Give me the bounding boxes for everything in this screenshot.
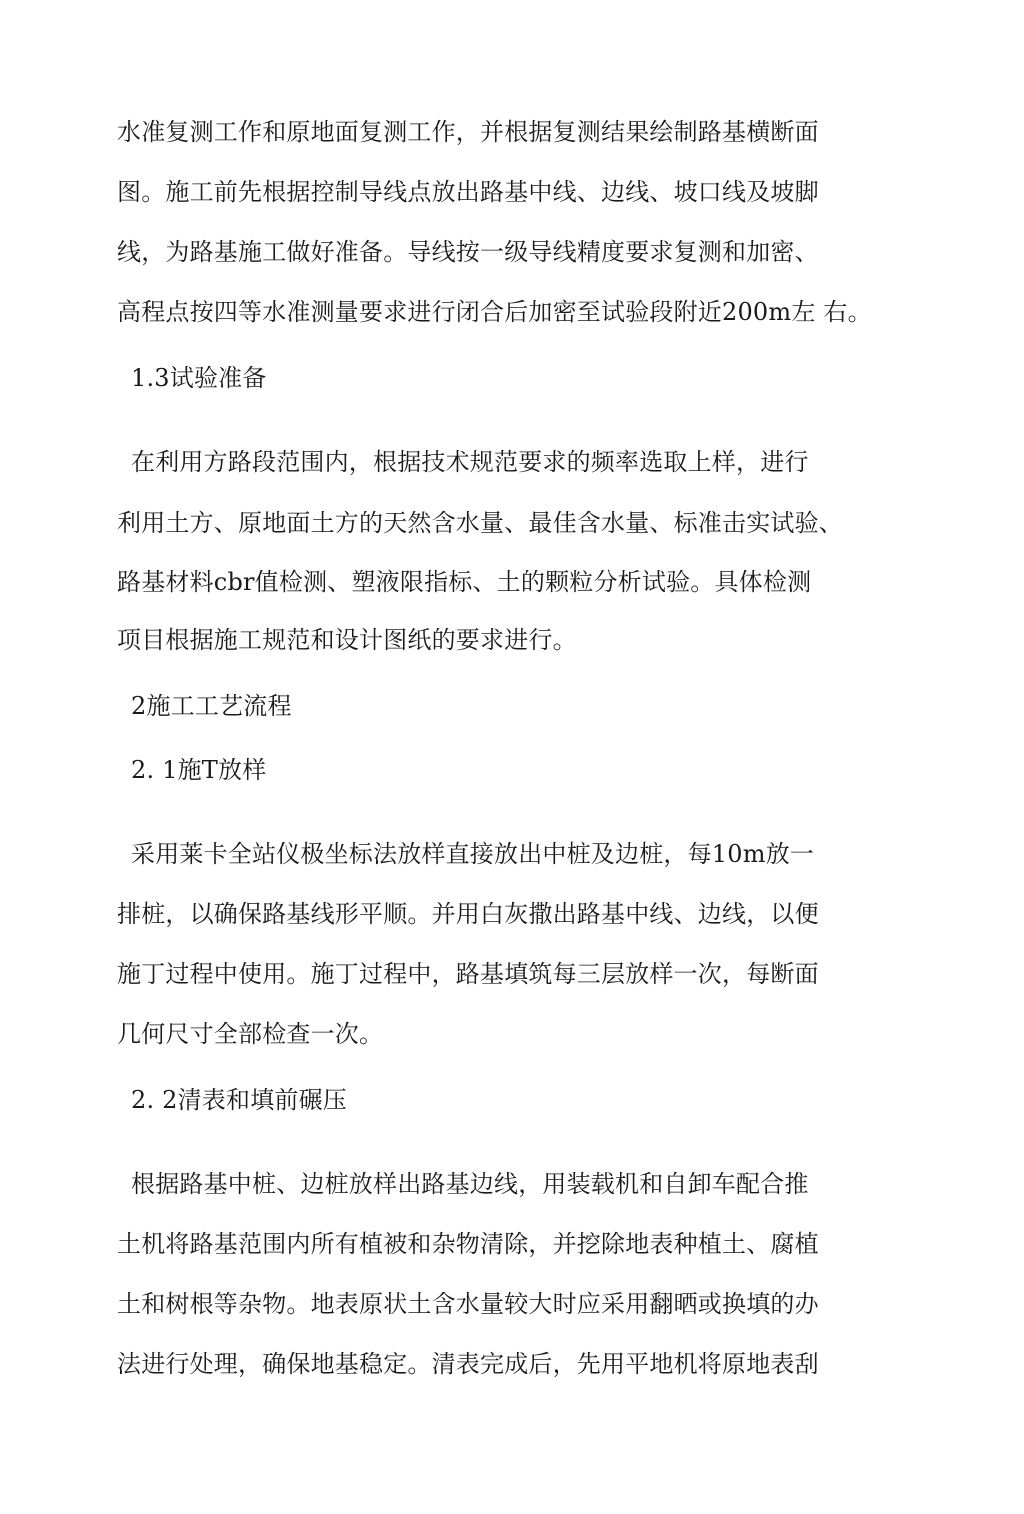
paragraph-line: 高程点按四等水准测量要求进行闭合后加密至试验段附近200m左 右。 xyxy=(117,298,872,326)
section-heading: 1.3试验准备 xyxy=(131,364,267,392)
paragraph-line: 项目根据施工规范和设计图纸的要求进行。 xyxy=(117,626,577,654)
paragraph-line: 图。施工前先根据控制导线点放出路基中线、边线、坡口线及坡脚 xyxy=(117,178,819,206)
paragraph-line: 利用土方、原地面土方的天然含水量、最佳含水量、标准击实试验、 xyxy=(117,509,843,537)
paragraph-line: 采用莱卡全站仪极坐标法放样直接放出中桩及边桩，每10m放一 xyxy=(131,840,815,868)
paragraph-line: 法进行处理，确保地基稳定。清表完成后，先用平地机将原地表刮 xyxy=(117,1350,819,1378)
paragraph-line: 水准复测工作和原地面复测工作，并根据复测结果绘制路基横断面 xyxy=(117,118,819,146)
paragraph-line: 根据路基中桩、边桩放样出路基边线，用装载机和自卸车配合推 xyxy=(131,1170,809,1198)
section-heading: 2施工工艺流程 xyxy=(131,692,292,720)
section-heading: 2. 2清表和填前碾压 xyxy=(131,1086,347,1114)
paragraph-line: 排桩，以确保路基线形平顺。并用白灰撒出路基中线、边线，以便 xyxy=(117,900,819,928)
section-heading: 2. 1施T放样 xyxy=(131,756,267,784)
paragraph-line: 线，为路基施工做好准备。导线按一级导线精度要求复测和加密、 xyxy=(117,238,819,266)
paragraph-line: 路基材料cbr值检测、塑液限指标、土的颗粒分析试验。具体检测 xyxy=(117,568,812,596)
paragraph-line: 土和树根等杂物。地表原状土含水量较大时应采用翻晒或换填的办 xyxy=(117,1290,819,1318)
paragraph-line: 几何尺寸全部检查一次。 xyxy=(117,1020,384,1048)
paragraph-line: 土机将路基范围内所有植被和杂物清除，并挖除地表种植土、腐植 xyxy=(117,1230,819,1258)
paragraph-line: 在利用方路段范围内，根据技术规范要求的频率选取上样，进行 xyxy=(131,448,809,476)
paragraph-line: 施丁过程中使用。施丁过程中，路基填筑每三层放样一次，每断面 xyxy=(117,960,819,988)
